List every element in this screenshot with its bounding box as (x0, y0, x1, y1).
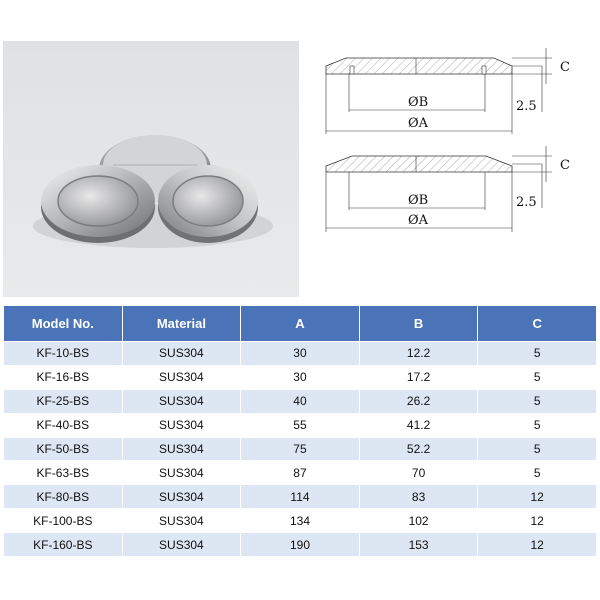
dim-step-label: 2.5 (516, 195, 537, 210)
table-row (4, 437, 597, 461)
cell-material: SUS304 (122, 342, 241, 366)
cell-a: 114 (241, 485, 360, 509)
header-model: Model No. (4, 306, 123, 342)
dim-a-label: ØA (408, 213, 429, 228)
cell-material: SUS304 (122, 461, 241, 485)
table-row (4, 389, 597, 413)
dim-c-label: C (560, 60, 570, 75)
cell-b: 70 (359, 461, 478, 485)
cell-c: 5 (478, 365, 597, 389)
cell-c: 12 (478, 509, 597, 533)
cell-b: 52.2 (359, 437, 478, 461)
table-row (4, 342, 597, 366)
drawing-top-view (326, 48, 570, 134)
cell-a: 87 (241, 461, 360, 485)
dim-b-label: ØB (408, 193, 429, 208)
cell-b: 102 (359, 509, 478, 533)
header-c: C (478, 306, 597, 342)
product-photo (3, 41, 299, 297)
table-row (4, 485, 597, 509)
table-row (4, 413, 597, 437)
cell-material: SUS304 (122, 533, 241, 557)
cell-material: SUS304 (122, 365, 241, 389)
cell-material: SUS304 (122, 437, 241, 461)
cell-c: 5 (478, 389, 597, 413)
cell-material: SUS304 (122, 485, 241, 509)
cell-material: SUS304 (122, 413, 241, 437)
cell-model: KF-80-BS (4, 485, 123, 509)
table-row (4, 461, 597, 485)
cell-c: 5 (478, 437, 597, 461)
cell-a: 30 (241, 342, 360, 366)
table-row (4, 533, 597, 557)
dim-b-label: ØB (408, 95, 429, 110)
header-material: Material (122, 306, 241, 342)
technical-drawing (316, 38, 580, 238)
cell-b: 17.2 (359, 365, 478, 389)
cell-material: SUS304 (122, 389, 241, 413)
dim-c-label: C (560, 158, 570, 173)
header-a: A (241, 306, 360, 342)
cell-a: 190 (241, 533, 360, 557)
table-row (4, 509, 597, 533)
cell-model: KF-63-BS (4, 461, 123, 485)
cell-c: 12 (478, 485, 597, 509)
dim-step-label: 2.5 (516, 99, 537, 114)
cell-model: KF-160-BS (4, 533, 123, 557)
header-b: B (359, 306, 478, 342)
cell-b: 12.2 (359, 342, 478, 366)
cell-model: KF-100-BS (4, 509, 123, 533)
cell-c: 12 (478, 533, 597, 557)
drawing-bottom-view (326, 146, 570, 232)
cell-model: KF-16-BS (4, 365, 123, 389)
cell-b: 153 (359, 533, 478, 557)
cell-model: KF-25-BS (4, 389, 123, 413)
cell-model: KF-50-BS (4, 437, 123, 461)
cell-a: 30 (241, 365, 360, 389)
cell-c: 5 (478, 461, 597, 485)
cell-b: 83 (359, 485, 478, 509)
dim-a-label: ØA (408, 116, 429, 131)
cell-material: SUS304 (122, 509, 241, 533)
spec-table (3, 305, 597, 557)
cell-a: 55 (241, 413, 360, 437)
cell-a: 40 (241, 389, 360, 413)
table-row (4, 365, 597, 389)
cell-model: KF-40-BS (4, 413, 123, 437)
cell-a: 134 (241, 509, 360, 533)
cell-model: KF-10-BS (4, 342, 123, 366)
cell-c: 5 (478, 342, 597, 366)
cell-a: 75 (241, 437, 360, 461)
cell-b: 41.2 (359, 413, 478, 437)
table-header-row (4, 306, 597, 342)
cell-b: 26.2 (359, 389, 478, 413)
cell-c: 5 (478, 413, 597, 437)
